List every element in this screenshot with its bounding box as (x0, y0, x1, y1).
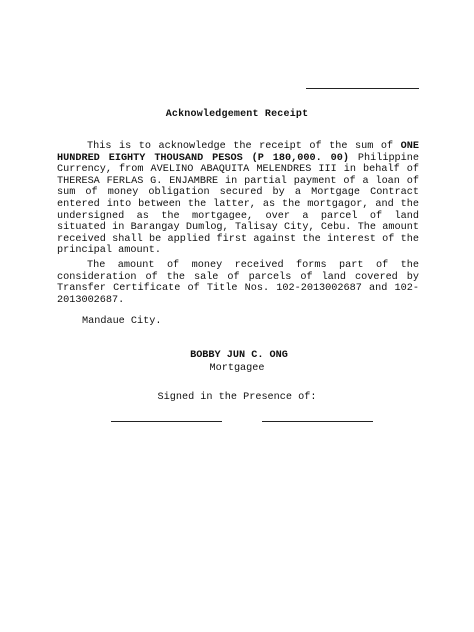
place-of-signing: Mandaue City. (82, 316, 162, 327)
signer-role: Mortgagee (209, 363, 265, 374)
witness-signature-line-1 (111, 421, 222, 422)
receipt-lead-text: This is to acknowledge the receipt of the sum of (87, 141, 401, 152)
signer-name: BOBBY JUN C. ONG (190, 350, 288, 361)
witness-signature-line-2 (262, 421, 373, 422)
document-title: Acknowledgement Receipt (165, 109, 309, 120)
receipt-body-text: Philippine Currency, from AVELINO ABAQUITA MELENDRES III in behalf of THERESA FERLAS G. ENJAMBRE in partial payment of a loan of sum of money obligation secured by a Mortgage Contract entered into between the latter, as the mortgagor, and the undersigned as the mortgagee, over a parcel of land situated in Barangay Dumlog, Talisay City, Cebu. The amount received shall be applied first against the interest of the principal amount. (57, 152, 420, 257)
date-signature-line (306, 88, 419, 89)
receipt-amount: ONE HUNDRED EIGHTY THOUSAND PESOS (P 180,000. 00) (57, 141, 419, 164)
consideration-paragraph (57, 260, 419, 306)
receipt-paragraph (57, 141, 419, 257)
consideration-text: The amount of money received forms part of the consideration of the sale of parcels of land covered by Transfer Certificate of Title Nos. 102-2013002687 and 102-2013002687. (57, 260, 419, 306)
witness-heading: Signed in the Presence of: (157, 392, 317, 403)
